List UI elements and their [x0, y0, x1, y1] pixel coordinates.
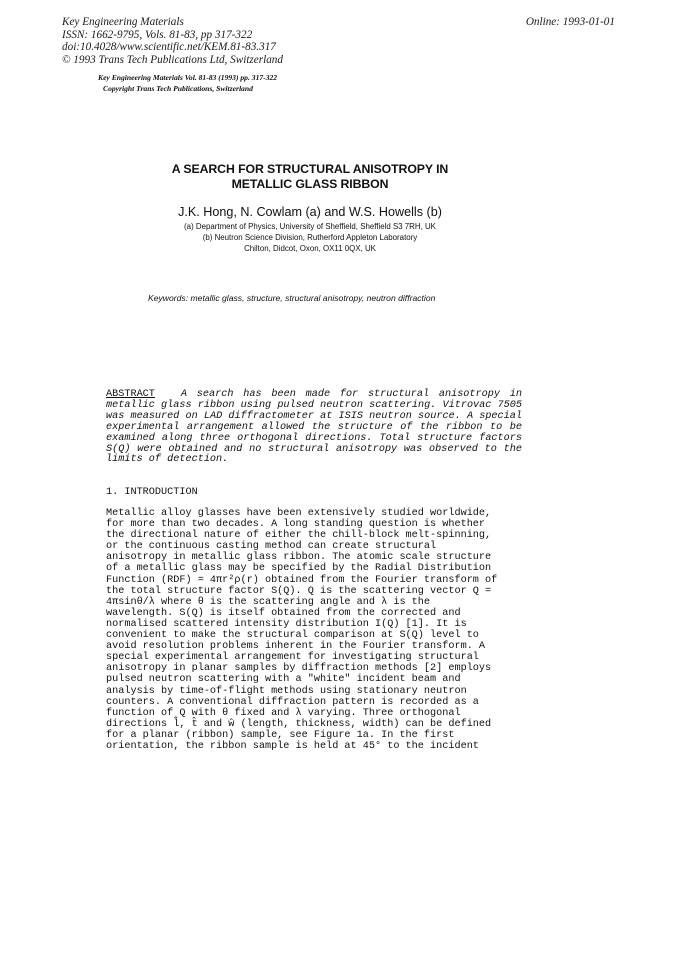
body-line: convenient to make the structural comparison at S(Q) level to	[106, 630, 479, 642]
body-line: for a planar (ribbon) sample, see Figure 1a. In the first	[106, 729, 455, 741]
body-line: orientation, the ribbon sample is held at 45° to the incident	[106, 740, 479, 752]
body-line: for more than two decades. A long standing question is whether	[106, 519, 486, 531]
body-line: the total structure factor S(Q). Q is the scattering vector Q =	[106, 585, 492, 597]
body-line: the directional nature of either the chill-block melt-spinning,	[106, 530, 492, 542]
journal-header	[62, 16, 283, 66]
introduction-body	[106, 508, 522, 752]
section-heading: 1. INTRODUCTION	[106, 487, 198, 498]
affiliation-b: (b) Neutron Science Division, Rutherford Appleton Laboratory	[202, 233, 418, 242]
title-line-1: A SEARCH FOR STRUCTURAL ANISOTROPY IN	[171, 162, 449, 176]
abstract-text: A search has been made for structural anisotropy in metallic glass ribbon using pulsed neutron scattering. Vitrovac 7505 was measured on LAD diffractometer at ISIS neutron source. A special experimental arrangement allowed the structure of the ribbon to be examined along three orthogonal directions. Total structure factors S(Q) were obtained and no structural anisotropy was observed to the limits of detection.	[106, 389, 522, 466]
abstract	[106, 390, 522, 466]
body-line: of a metallic glass may be specified by the Radial Distribution	[106, 563, 492, 575]
body-line: anisotropy in metallic glass ribbon. The atomic scale structure	[106, 552, 492, 564]
copyright-line-2: Copyright Trans Tech Publications, Switzerland	[103, 84, 253, 93]
keywords: Keywords: metallic glass, structure, structural anisotropy, neutron diffraction	[148, 293, 436, 303]
affiliation-b-address: Chilton, Didcot, Oxon, OX11 0QX, UK	[244, 244, 376, 253]
body-line: or the continuous casting method can create structural	[106, 541, 437, 553]
body-line: anisotropy in planar samples by diffraction methods [2] employs	[106, 663, 492, 675]
affiliation-a: (a) Department of Physics, University of Sheffield, Sheffield S3 7RH, UK	[184, 222, 436, 231]
abstract-label: ABSTRACT	[106, 389, 155, 400]
body-line: pulsed neutron scattering with a "white" incident beam and	[106, 674, 461, 686]
body-line: analysis by time-of-flight methods using stationary neutron	[106, 685, 467, 697]
authors: J.K. Hong, N. Cowlam (a) and W.S. Howells (b)	[178, 205, 442, 219]
body-line: wavelength. S(Q) is itself obtained from the corrected and	[106, 607, 461, 619]
body-line: Metallic alloy glasses have been extensively studied worldwide,	[106, 508, 492, 519]
body-line: normalised scattered intensity distribution I(Q) [1]. It is	[106, 618, 467, 630]
doi-line: doi:10.4028/www.scientific.net/KEM.81-83.317	[62, 41, 276, 54]
body-line: 4πsinθ/λ where θ is the scattering angle and λ is the	[106, 596, 431, 608]
body-line: counters. A conventional diffraction pattern is recorded as a	[106, 696, 479, 708]
body-line: directions l̂, t̂ and ŵ (length, thickness, width) can be defined	[106, 718, 492, 730]
body-line: function of Q with θ fixed and λ varying. Three orthogonal	[106, 707, 461, 719]
body-line: Function (RDF) = 4πr²ρ(r) obtained from the Fourier transform of	[106, 574, 498, 586]
copyright-line-1: Key Engineering Materials Vol. 81-83 (1993) pp. 317-322	[98, 73, 278, 82]
body-line: special experimental arrangement for investigating structural	[106, 652, 479, 664]
publisher-line: © 1993 Trans Tech Publications Ltd, Switzerland	[62, 53, 283, 66]
online-date: Online: 1993-01-01	[525, 16, 615, 28]
issn-line: ISSN: 1662-9795, Vols. 81-83, pp 317-322	[62, 28, 253, 41]
body-line: avoid resolution problems inherent in the Fourier transform. A	[106, 641, 486, 653]
title-line-2: METALLIC GLASS RIBBON	[231, 177, 389, 191]
affiliations	[100, 221, 520, 254]
paper-title	[100, 162, 520, 192]
journal-name: Key Engineering Materials	[62, 16, 184, 28]
